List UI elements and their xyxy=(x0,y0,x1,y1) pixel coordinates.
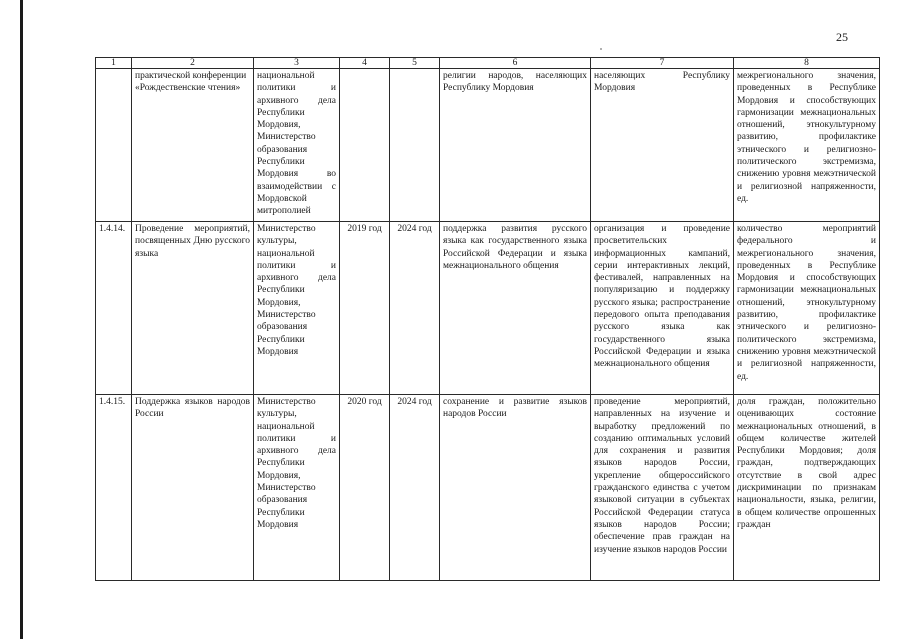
col-header-8: 8 xyxy=(734,58,880,69)
cell-results: межрегионального значения, проведенных в Республике Мордовия и способствующих гармонизации межнациональных отношений, этнокультурному развитию, профилактике этнического и религиозно-политического экстремизма, снижению уровня межэтнической и религиозной напряженности, ед. xyxy=(734,69,880,222)
scan-edge-line xyxy=(20,0,23,639)
cell-event: Поддержка языков народов России xyxy=(132,395,254,581)
cell-task: сохранение и развитие языков народов России xyxy=(440,395,591,581)
cell-end: 2024 год xyxy=(390,222,440,395)
cell-activities: населяющих Республику Мордовия xyxy=(591,69,734,222)
col-header-1: 1 xyxy=(96,58,132,69)
cell-task: поддержка развития русского языка как государственного языка Российской Федерации и языка межнационального общения xyxy=(440,222,591,395)
table-row xyxy=(96,395,880,581)
header-row xyxy=(96,58,880,69)
cell-num: 1.4.14. xyxy=(96,222,132,395)
col-header-5: 5 xyxy=(390,58,440,69)
cell-activities: проведение мероприятий, направленных на изучение и выработку предложений по созданию оптимальных условий для сохранения и развития языков народов России, укрепление общероссийского гражданского единства с учетом языковой ситуации в субъектах Российской Федерации статуса языков народов России; обеспечение прав граждан на изучение языков народов России xyxy=(591,395,734,581)
cell-start: 2020 год xyxy=(340,395,390,581)
cell-start xyxy=(340,69,390,222)
cell-end: 2024 год xyxy=(390,395,440,581)
cell-executor: Министерство культуры, национальной политики и архивного дела Республики Мордовия, Министерство образования Республики Мордовия xyxy=(254,395,340,581)
cell-event: Проведение мероприятий, посвященных Дню русского языка xyxy=(132,222,254,395)
cell-executor: национальной политики и архивного дела Республики Мордовия, Министерство образования Республики Мордовия во взаимодействии с Мордовской митрополией xyxy=(254,69,340,222)
cell-results: количество мероприятий федерального и межрегионального значения, проведенных в Республике Мордовия и способствующих гармонизации межнациональных отношений, этнокультурному развитию, профилактике этнического и религиозно-политического экстремизма, снижению уровня межэтнической и религиозной напряженности, ед. xyxy=(734,222,880,395)
cell-executor: Министерство культуры, национальной политики и архивного дела Республики Мордовия, Министерство образования Республики Мордовия xyxy=(254,222,340,395)
col-header-2: 2 xyxy=(132,58,254,69)
cell-num: 1.4.15. xyxy=(96,395,132,581)
table-row xyxy=(96,69,880,222)
page-number: 25 xyxy=(836,30,848,44)
col-header-3: 3 xyxy=(254,58,340,69)
cell-task: религии народов, населяющих Республику Мордовия xyxy=(440,69,591,222)
table-row xyxy=(96,222,880,395)
col-header-7: 7 xyxy=(591,58,734,69)
cell-activities: организация и проведение просветительских информационных кампаний, серии интерактивных лекций, фестивалей, направленных на популяризацию и поддержку русского языка; распространение передового опыта преподавания русского языка как государственного языка Российской Федерации и языка межнационального общения xyxy=(591,222,734,395)
cell-start: 2019 год xyxy=(340,222,390,395)
col-header-4: 4 xyxy=(340,58,390,69)
cell-results: доля граждан, положительно оценивающих состояние межнациональных отношений, в общем количестве жителей Республики Мордовия; доля граждан, подтверждающих отсутствие в свой адрес дискриминации по признакам национальности, языка, религии, в общем количестве опрошенных граждан xyxy=(734,395,880,581)
cell-num xyxy=(96,69,132,222)
program-table xyxy=(95,57,880,581)
col-header-6: 6 xyxy=(440,58,591,69)
cell-end xyxy=(390,69,440,222)
cell-event: практической конференции «Рождественские чтения» xyxy=(132,69,254,222)
scan-speck xyxy=(600,48,602,50)
